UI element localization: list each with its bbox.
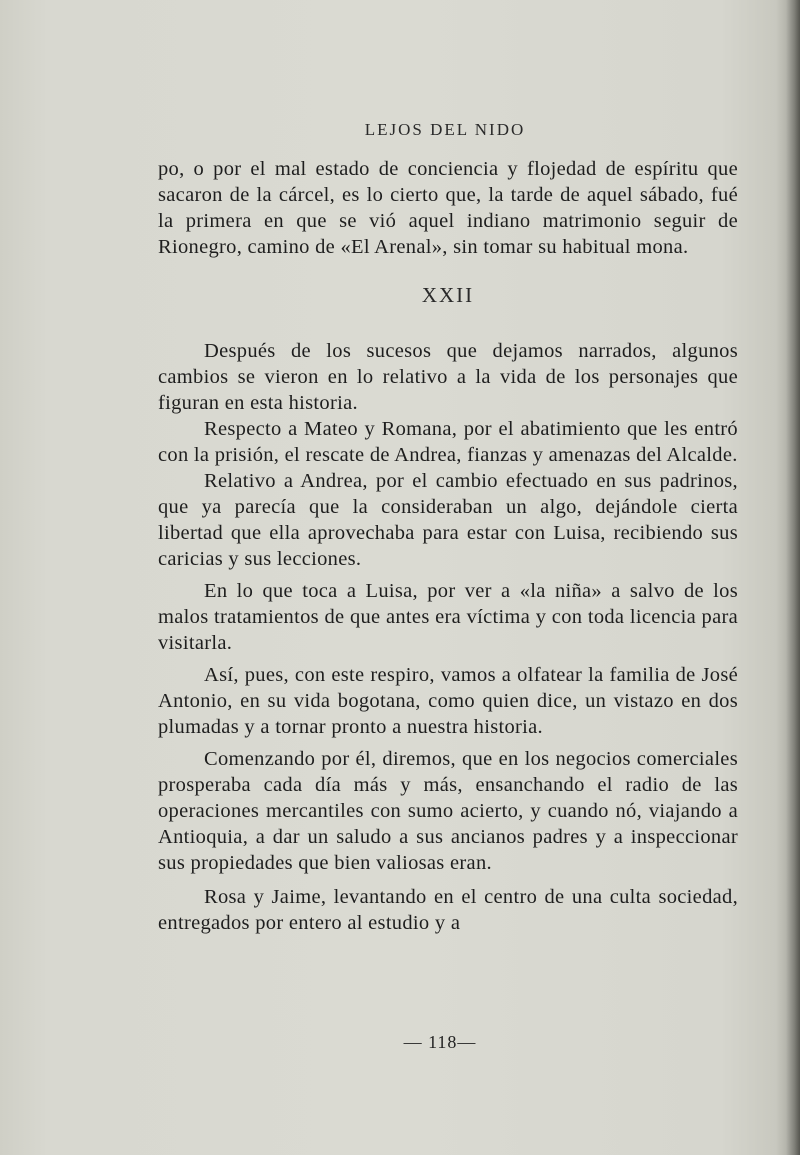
page-edge-shadow	[786, 0, 800, 1155]
paragraph: Respecto a Mateo y Romana, por el abatimiento que les entró con la prisión, el rescate de Andrea, fianzas y amenazas del Alcalde.	[158, 418, 738, 466]
page-number: — 118—	[403, 1032, 477, 1052]
chapter-number: XXII	[421, 283, 475, 307]
paragraph: Así, pues, con este respiro, vamos a olfatear la familia de José Antonio, en su vida bogotana, como quien dice, un vistazo en dos plumadas y a tornar pronto a nuestra historia.	[158, 664, 738, 738]
paragraph: Comenzando por él, diremos, que en los negocios comerciales prosperaba cada día más y más, ensanchando el radio de las operaciones mercantiles con sumo acierto, y cuando nó, viajando a Antioquia, a dar un saludo a sus ancianos padres y a inspeccionar sus propiedades que bien valiosas eran.	[158, 748, 738, 874]
running-head: LEJOS DEL NIDO	[364, 120, 526, 139]
paragraph-continued: po, o por el mal estado de conciencia y flojedad de espíritu que sacaron de la cárcel, es lo cierto que, la tarde de aquel sábado, fué la primera en que se vió aquel indiano matrimonio seguir de Rionegro, camino de «El Arenal», sin tomar su habitual mona.	[158, 158, 738, 258]
paragraph: En lo que toca a Luisa, por ver a «la niña» a salvo de los malos tratamientos de que antes era víctima y con toda licencia para visitarla.	[158, 580, 738, 654]
body-text	[158, 156, 738, 936]
paragraph: Relativo a Andrea, por el cambio efectuado en sus padrinos, que ya parecía que la consideraban un algo, dejándole cierta libertad que ella aprovechaba para estar con Luisa, recibiendo sus caricias y sus lecciones.	[158, 470, 738, 570]
paragraph: Después de los sucesos que dejamos narrados, algunos cambios se vieron en lo relativo a la vida de los personajes que figuran en esta historia.	[158, 340, 738, 414]
paragraph: Rosa y Jaime, levantando en el centro de una culta sociedad, entregados por entero al estudio y a	[158, 886, 738, 934]
